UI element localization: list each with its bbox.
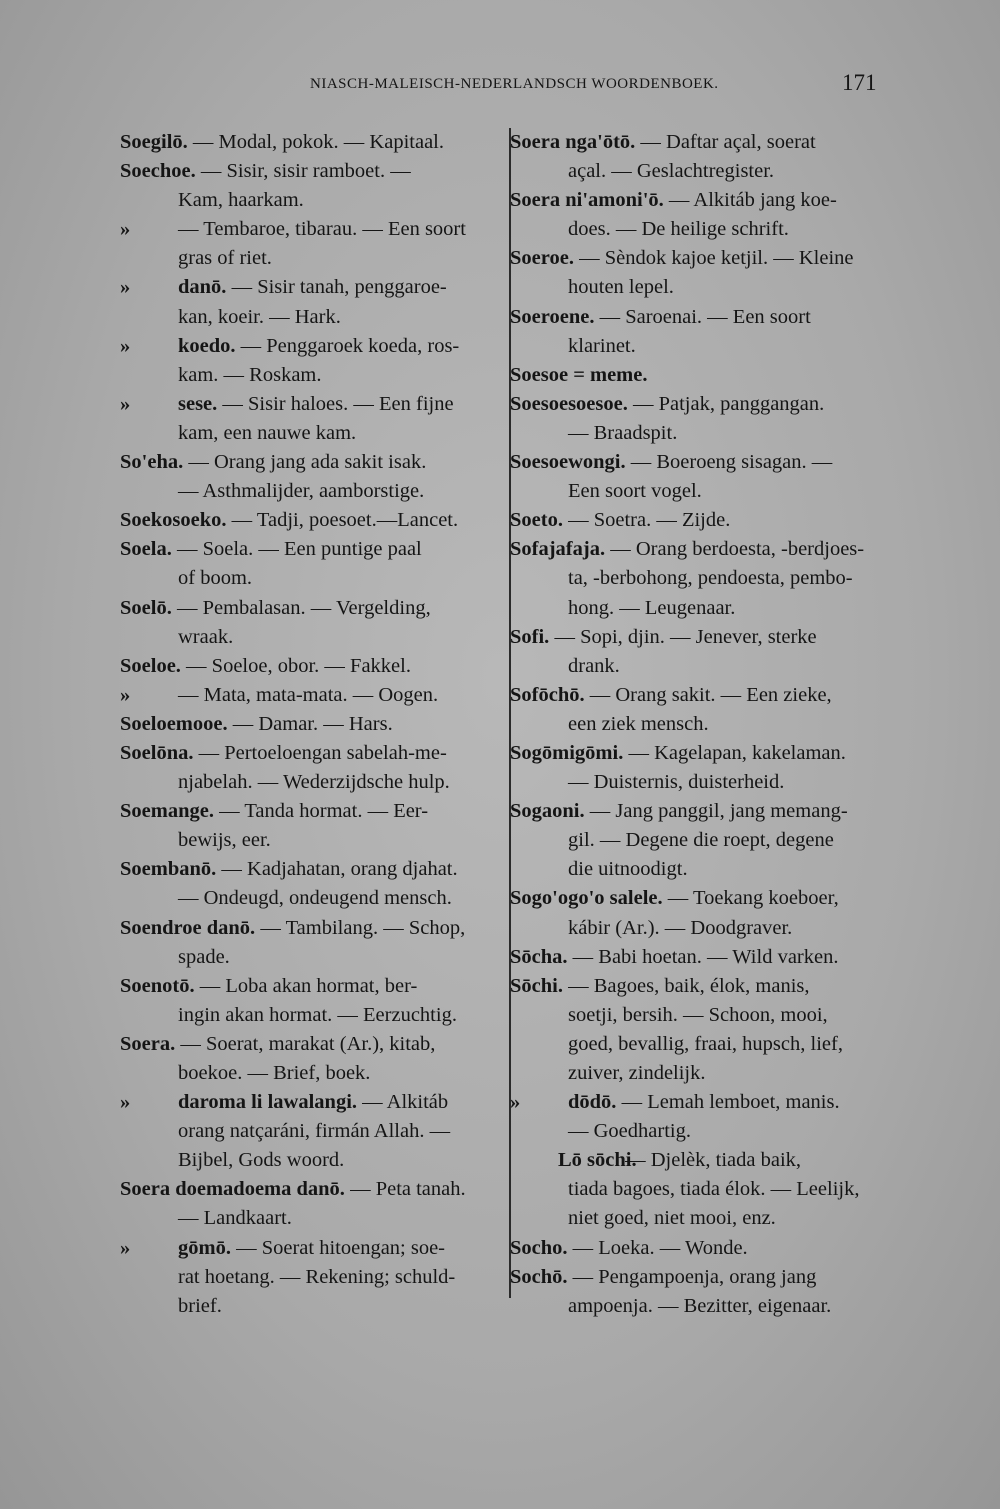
- definition-text: hong. — Leugenaar.: [568, 596, 736, 619]
- entry-continuation: [510, 419, 892, 448]
- headword: Soenotō.: [120, 974, 195, 997]
- headword: Soelōna.: [120, 741, 194, 764]
- definition-text: — Tembaroe, tibarau. — Een soort: [178, 218, 466, 241]
- dictionary-entry: [120, 855, 502, 884]
- entry-continuation: [510, 1204, 892, 1233]
- entry-continuation: [510, 215, 892, 244]
- headword: Soera nga'ōtō.: [510, 131, 636, 153]
- entry-continuation: [510, 826, 892, 855]
- definition-text: — Pembalasan. — Vergelding,: [171, 596, 431, 619]
- entry-continuation: [120, 884, 502, 913]
- dictionary-entry: [120, 448, 502, 477]
- headword: Soeloe.: [120, 654, 181, 677]
- ditto-mark: »: [510, 1091, 521, 1114]
- entry-continuation: [120, 623, 502, 652]
- headword: Soemange.: [120, 800, 214, 823]
- definition-text: klarinet.: [568, 334, 636, 357]
- definition-text: — Tanda hormat. — Eer-: [213, 800, 429, 823]
- dictionary-entry: [120, 681, 502, 710]
- entry-continuation: [510, 1001, 892, 1030]
- definition-text: kam. — Roskam.: [178, 363, 322, 386]
- definition-text: — Asthmalijder, aamborstige.: [178, 480, 425, 503]
- definition-text: gil. — Degene die roept, degene: [568, 829, 834, 852]
- definition-text: — Soerat, marakat (Ar.), kitab,: [175, 1032, 436, 1055]
- entry-continuation: [120, 1292, 502, 1321]
- ditto-mark: »: [120, 218, 131, 241]
- sub-headword: sese.: [178, 392, 218, 415]
- definition-text: — Kadjahatan, orang djahat.: [216, 858, 458, 881]
- definition-text: — Orang jang ada sakit isak.: [183, 451, 427, 474]
- entry-continuation: [510, 855, 892, 884]
- entry-continuation: [120, 1059, 502, 1088]
- dictionary-entry: [510, 943, 892, 972]
- headword: Soeroene.: [510, 305, 595, 328]
- entry-continuation: [510, 273, 892, 302]
- dictionary-entry: [120, 652, 502, 681]
- definition-text: of boom.: [178, 567, 253, 590]
- definition-text: orang natçaráni, firmán Allah. —: [178, 1120, 451, 1143]
- definition-text: — Tadji, poesoet.—Lancet.: [226, 509, 459, 532]
- dictionary-entry: [120, 1234, 502, 1263]
- dictionary-entry: [510, 681, 892, 710]
- headword: Soela.: [120, 538, 172, 561]
- headword: Soechoe.: [120, 160, 196, 183]
- headword: Soeto.: [510, 509, 563, 532]
- definition-text: — Landkaart.: [178, 1207, 292, 1230]
- entry-continuation: [120, 1001, 502, 1030]
- dictionary-entry: [510, 1263, 892, 1292]
- headword: Sōcha.: [510, 945, 568, 968]
- definition-text: een ziek mensch.: [568, 712, 709, 735]
- definition-text: — Alkitáb jang koe-: [663, 189, 837, 212]
- definition-text: — Soerat hitoengan; soe-: [230, 1236, 446, 1259]
- headword: Soera doemadoema danō.: [120, 1178, 345, 1201]
- definition-text: — Sopi, djin. — Jenever, sterke: [549, 625, 817, 648]
- sub-headword: koedo.: [178, 334, 236, 357]
- headword: Soesoewongi.: [510, 451, 626, 474]
- ditto-mark: »: [120, 276, 131, 299]
- dictionary-entry: [510, 1234, 892, 1263]
- dictionary-entry: [120, 594, 502, 623]
- entry-continuation: [120, 186, 502, 215]
- definition-text: — Ondeugd, ondeugend mensch.: [178, 887, 452, 910]
- definition-text: açal. — Geslachtregister.: [568, 160, 775, 183]
- dictionary-entry: [120, 710, 502, 739]
- definition-text: — Loba akan hormat, ber-: [194, 974, 418, 997]
- definition-text: — Kagelapan, kakelaman.: [623, 741, 846, 764]
- dictionary-entry: [510, 623, 892, 652]
- definition-text: — Alkitáb: [357, 1091, 449, 1114]
- headword: Soeroe.: [510, 247, 574, 270]
- sub-headword: daroma li lawalangi.: [178, 1091, 358, 1114]
- definition-text: — Peta tanah.: [344, 1178, 466, 1201]
- definition-text: wraak.: [178, 625, 234, 648]
- headword: Sōchi.: [510, 974, 563, 997]
- entry-continuation: [120, 1204, 502, 1233]
- headword: Sogōmigōmi.: [510, 741, 624, 764]
- headword: Soegilō.: [120, 131, 188, 153]
- definition-text: — Braadspit.: [568, 421, 678, 444]
- definition-text: — Pertoeloengan sabelah-me-: [193, 741, 447, 764]
- right-column: [510, 128, 892, 1321]
- entry-continuation: [120, 244, 502, 273]
- definition-text: — Orang sakit. — Een zieke,: [584, 683, 832, 706]
- definition-text: boekoe. — Brief, boek.: [178, 1062, 371, 1084]
- definition-text: rat hoetang. — Rekening; schuld-: [178, 1265, 456, 1288]
- dictionary-entry: [510, 244, 892, 273]
- definition-text: — Mata, mata-mata. — Oogen.: [178, 683, 439, 706]
- definition-text: does. — De heilige schrift.: [568, 218, 789, 241]
- dictionary-entry: [120, 128, 502, 157]
- definition-text: — Soeloe, obor. — Fakkel.: [180, 654, 411, 677]
- headword: Sogo'ogo'o salele.: [510, 887, 663, 910]
- definition-text: njabelah. — Wederzijdsche hulp.: [178, 771, 450, 794]
- definition-text: — Daftar açal, soerat: [635, 131, 816, 153]
- definition-text: — Orang berdoesta, -berdjoes-: [605, 538, 865, 561]
- headword: Lō sōchi.: [558, 1149, 637, 1172]
- headword: Soeloemooe.: [120, 712, 228, 735]
- dictionary-entry: [120, 535, 502, 564]
- definition-text: ingin akan hormat. — Eerzuchtig.: [178, 1003, 457, 1026]
- headword: Soera ni'amoni'ō.: [510, 189, 664, 212]
- definition-text: — Damar. — Hars.: [227, 712, 393, 735]
- left-column: [120, 128, 502, 1321]
- sub-headword: gōmō.: [178, 1236, 231, 1259]
- entry-continuation: [120, 1146, 502, 1175]
- definition-text: Bijbel, Gods woord.: [178, 1149, 345, 1172]
- definition-text: Kam, haarkam.: [178, 189, 304, 212]
- definition-text: brief.: [178, 1294, 222, 1317]
- headword: Soembanō.: [120, 858, 217, 881]
- entry-continuation: [510, 594, 892, 623]
- entry-continuation: [120, 1263, 502, 1292]
- definition-text: bewijs, eer.: [178, 829, 271, 852]
- dictionary-entry: [510, 506, 892, 535]
- entry-continuation: [510, 914, 892, 943]
- definition-text: — Saroenai. — Een soort: [594, 305, 811, 328]
- entry-continuation: [120, 826, 502, 855]
- definition-text: — Jang panggil, jang memang-: [584, 800, 848, 823]
- dictionary-entry: [120, 797, 502, 826]
- definition-text: — Bagoes, baik, élok, manis,: [562, 974, 810, 997]
- headword: Soendroe danō.: [120, 916, 256, 939]
- definition-text: soetji, bersih. — Schoon, mooi,: [568, 1003, 828, 1026]
- definition-text: drank.: [568, 654, 620, 677]
- headword: Soesoesoesoe.: [510, 392, 628, 415]
- dictionary-entry: [120, 1175, 502, 1204]
- dictionary-entry: [120, 215, 502, 244]
- entry-continuation: [120, 768, 502, 797]
- definition-text: — Sisir tanah, penggaroe-: [226, 276, 447, 299]
- headword: Socho.: [510, 1236, 568, 1259]
- dictionary-entry: [120, 273, 502, 302]
- definition-text: kábir (Ar.). — Doodgraver.: [568, 916, 793, 939]
- definition-text: zuiver, zindelijk.: [568, 1062, 706, 1084]
- dictionary-entry: [120, 506, 502, 535]
- definition-text: — Pengampoenja, orang jang: [567, 1265, 817, 1288]
- dictionary-entry: [510, 186, 892, 215]
- definition-text: — Sisir, sisir ramboet. —: [195, 160, 411, 183]
- dictionary-entry: [510, 361, 892, 390]
- dictionary-entry: [510, 972, 892, 1001]
- headword: Sofōchō.: [510, 683, 585, 706]
- headword: Sogaoni.: [510, 800, 585, 823]
- dictionary-entry: [120, 739, 502, 768]
- dictionary-entry: [120, 332, 502, 361]
- entry-continuation: [510, 1117, 892, 1146]
- entry-continuation: [510, 652, 892, 681]
- dictionary-entry: [510, 390, 892, 419]
- headword: Soelō.: [120, 596, 172, 619]
- dictionary-entry: [510, 448, 892, 477]
- dictionary-entry: [120, 914, 502, 943]
- definition-text: — Lemah lemboet, manis.: [616, 1091, 840, 1114]
- dictionary-entry: [510, 1146, 892, 1175]
- headword: Soekosoeko.: [120, 509, 227, 532]
- ditto-mark: »: [120, 334, 131, 357]
- headword: Soesoe = meme.: [510, 363, 648, 386]
- sub-headword: dōdō.: [568, 1091, 617, 1114]
- headword: Sochō.: [510, 1265, 568, 1288]
- entry-continuation: [510, 710, 892, 739]
- definition-text: kam, een nauwe kam.: [178, 421, 357, 444]
- entry-continuation: [510, 1175, 892, 1204]
- entry-continuation: [510, 1292, 892, 1321]
- ditto-mark: »: [120, 683, 131, 706]
- definition-text: — Soela. — Een puntige paal: [171, 538, 422, 561]
- entry-continuation: [510, 564, 892, 593]
- dictionary-entry: [120, 157, 502, 186]
- definition-text: — Sèndok kajoe ketjil. — Kleine: [573, 247, 854, 270]
- dictionary-entry: [510, 535, 892, 564]
- definition-text: kan, koeir. — Hark.: [178, 305, 341, 328]
- definition-text: — Soetra. — Zijde.: [562, 509, 731, 532]
- dictionary-entry: [510, 128, 892, 157]
- dictionary-entry: [120, 972, 502, 1001]
- entry-continuation: [510, 768, 892, 797]
- headword: So'eha.: [120, 451, 184, 474]
- definition-text: die uitnoodigt.: [568, 858, 688, 881]
- definition-text: spade.: [178, 945, 230, 968]
- sub-headword: danō.: [178, 276, 227, 299]
- entry-continuation: [510, 477, 892, 506]
- entry-continuation: [120, 477, 502, 506]
- headword: Soera.: [120, 1032, 176, 1055]
- definition-text: niet goed, niet mooi, enz.: [568, 1207, 776, 1230]
- dictionary-entry: [510, 884, 892, 913]
- definition-text: — Modal, pokok. — Kapitaal.: [187, 131, 444, 153]
- definition-text: — Tambilang. — Schop,: [255, 916, 466, 939]
- definition-text: ta, -berbohong, pendoesta, pembo-: [568, 567, 853, 590]
- dictionary-entry: [510, 303, 892, 332]
- page-number: 171: [842, 70, 877, 95]
- definition-text: — Penggaroek koeda, ros-: [235, 334, 460, 357]
- entry-continuation: [510, 157, 892, 186]
- dictionary-entry: [510, 797, 892, 826]
- dictionary-entry: [120, 1030, 502, 1059]
- dictionary-entry: [120, 390, 502, 419]
- definition-text: — Patjak, panggangan.: [627, 392, 825, 415]
- definition-text: — Loeka. — Wonde.: [567, 1236, 748, 1259]
- entry-continuation: [510, 332, 892, 361]
- ditto-mark: »: [120, 1236, 131, 1259]
- entry-continuation: [120, 1117, 502, 1146]
- entry-continuation: [120, 564, 502, 593]
- definition-text: — Toekang koeboer,: [662, 887, 839, 910]
- entry-continuation: [120, 419, 502, 448]
- entry-continuation: [510, 1030, 892, 1059]
- entry-continuation: [120, 361, 502, 390]
- definition-text: houten lepel.: [568, 276, 674, 299]
- headword: Sofi.: [510, 625, 550, 648]
- definition-text: tiada bagoes, tiada élok. — Leelijk,: [568, 1178, 860, 1201]
- headword: Sofajafaja.: [510, 538, 606, 561]
- definition-text: goed, bevallig, fraai, hupsch, lief,: [568, 1032, 843, 1055]
- entry-continuation: [120, 943, 502, 972]
- definition-text: — Sisir haloes. — Een fijne: [217, 392, 454, 415]
- definition-text: — Goedhartig.: [568, 1120, 691, 1143]
- definition-text: gras of riet.: [178, 247, 272, 270]
- ditto-mark: »: [120, 392, 131, 415]
- definition-text: — Boeroeng sisagan. —: [625, 451, 833, 474]
- definition-text: ampoenja. — Bezitter, eigenaar.: [568, 1294, 832, 1317]
- definition-text: — Babi hoetan. — Wild varken.: [567, 945, 839, 968]
- dictionary-entry: [120, 1088, 502, 1117]
- entry-continuation: [510, 1059, 892, 1088]
- dictionary-entry: [510, 1088, 892, 1117]
- entry-continuation: [120, 303, 502, 332]
- ditto-mark: »: [120, 1091, 131, 1114]
- dictionary-entry: [510, 739, 892, 768]
- definition-text: — Djelèk, tiada baik,: [620, 1149, 802, 1172]
- definition-text: — Duisternis, duisterheid.: [568, 771, 785, 794]
- definition-text: Een soort vogel.: [568, 480, 702, 503]
- running-title: NIASCH-MALEISCH-NEDERLANDSCH WOORDENBOEK.: [310, 76, 719, 92]
